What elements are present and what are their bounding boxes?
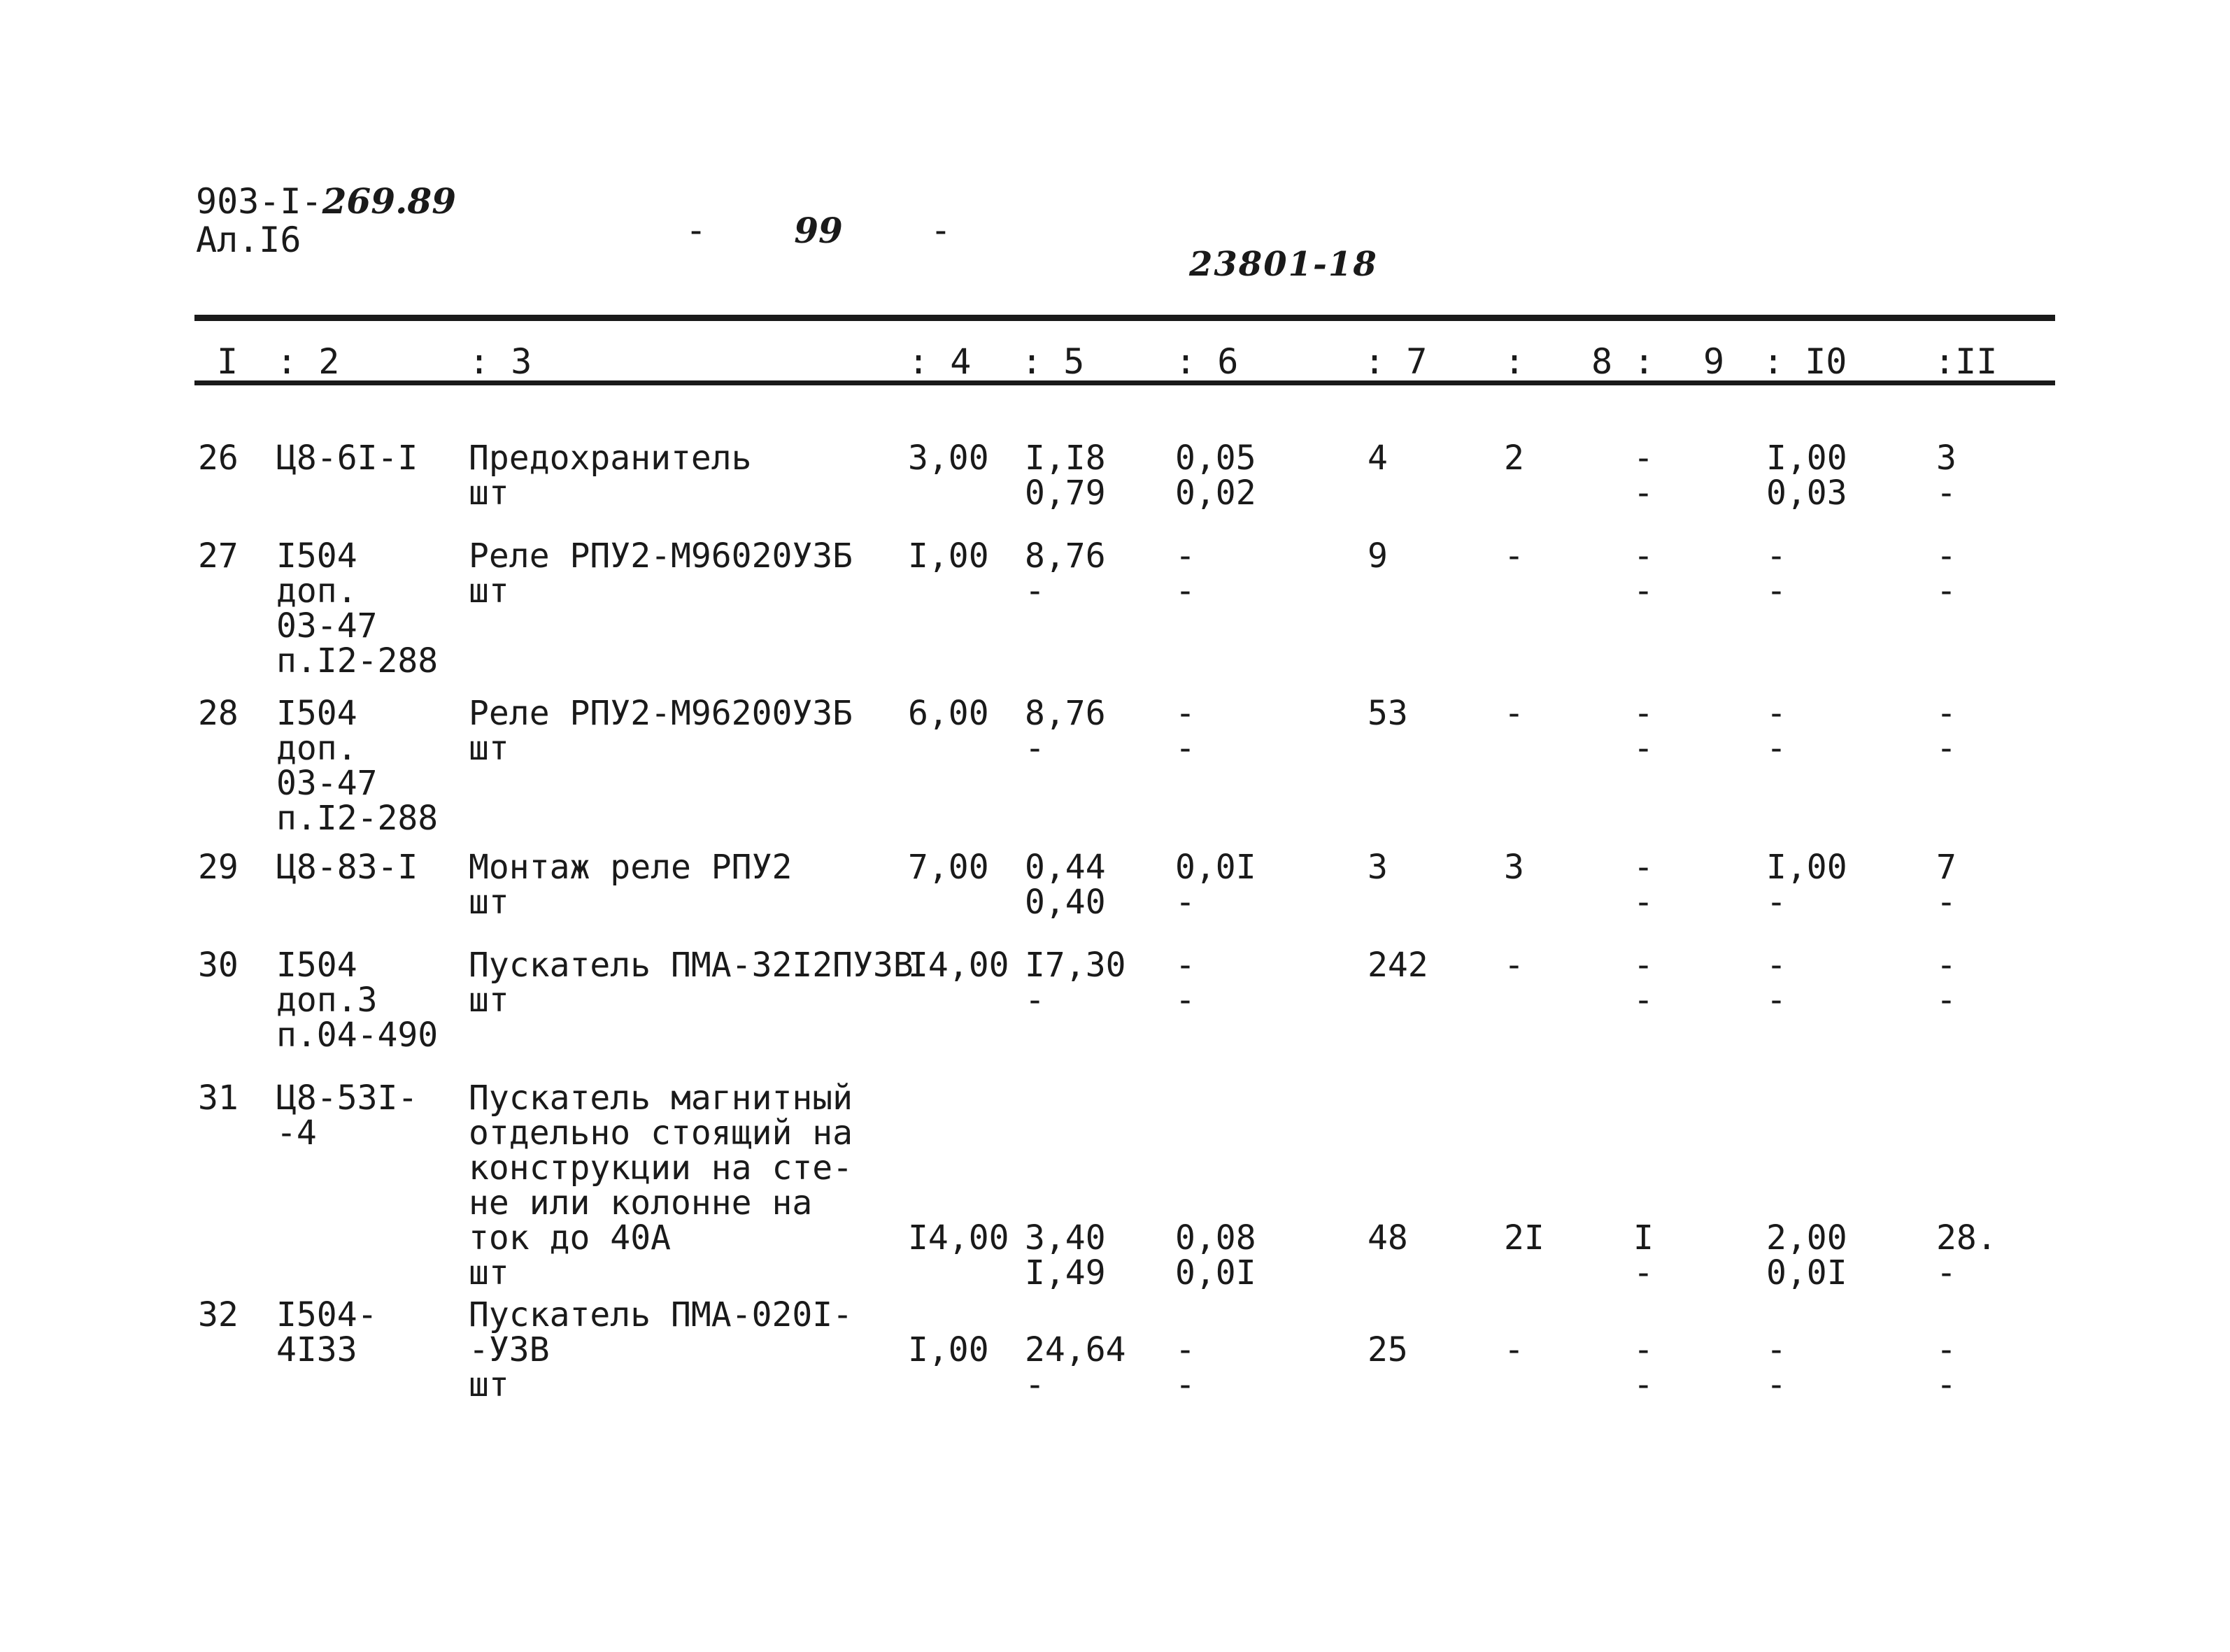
header-col-2: : 2: [276, 341, 340, 382]
cell-c8: -: [1504, 1330, 1524, 1369]
cell-c7: 48: [1368, 1218, 1408, 1258]
cell-c5: 8,76 -: [1025, 694, 1106, 768]
cell-c4: I,00: [908, 536, 989, 576]
cell-num: 32: [198, 1295, 239, 1334]
cell-c10: - -: [1766, 694, 1787, 768]
cell-code: Ц8-83-I: [276, 848, 418, 887]
cell-code: I504 доп. 03-47 п.I2-288: [276, 536, 439, 681]
cell-num: 28: [198, 694, 239, 733]
cell-c10: - -: [1766, 1330, 1787, 1404]
cell-c11: 7 -: [1936, 848, 1956, 922]
cell-c9: - -: [1633, 694, 1654, 768]
cell-code: Ц8-53I- -4: [276, 1078, 418, 1153]
cell-c5: 8,76 -: [1025, 536, 1106, 611]
cell-c10: 2,00 0,0I: [1766, 1218, 1847, 1293]
header-col-7: : 7: [1364, 341, 1428, 382]
cell-name: Пускатель магнитный отдельно стоящий на конструкции на сте- не или колонне на ток до 40А шт: [469, 1078, 853, 1293]
cell-c9: I -: [1633, 1218, 1654, 1293]
cell-c9: - -: [1633, 536, 1654, 611]
cell-c5: 0,44 0,40: [1025, 848, 1106, 922]
sheet-label: Ал.I6: [196, 220, 301, 260]
cell-c4: I4,00: [908, 946, 1009, 985]
cell-c8: -: [1504, 694, 1524, 733]
cell-c4: I,00: [908, 1330, 989, 1369]
cell-num: 26: [198, 439, 239, 478]
cell-name: Реле РПУ2-М96200У3Б шт: [469, 694, 853, 768]
cell-c5: 3,40 I,49: [1025, 1218, 1106, 1293]
cell-c11: - -: [1936, 536, 1956, 611]
doc-code-prefix: 903-I-: [196, 181, 322, 222]
cell-code: I504 доп. 03-47 п.I2-288: [276, 694, 439, 838]
page-number: 99: [794, 210, 843, 251]
cell-num: 31: [198, 1078, 239, 1118]
cell-name: Предохранитель шт: [469, 439, 752, 513]
cell-c11: 3 -: [1936, 439, 1956, 513]
cell-code: I504- 4I33: [276, 1295, 378, 1369]
page-dash-left: -: [686, 210, 707, 250]
cell-c7: 4: [1368, 439, 1388, 478]
cell-c6: - -: [1175, 536, 1195, 611]
page-dash-right: -: [930, 210, 951, 250]
cell-c10: - -: [1766, 536, 1787, 611]
cell-c8: -: [1504, 946, 1524, 985]
cell-c7: 9: [1368, 536, 1388, 576]
cell-code: I504 доп.3 п.04-490: [276, 946, 439, 1055]
cell-name: Реле РПУ2-М96020У3Б шт: [469, 536, 853, 611]
cell-c7: 242: [1368, 946, 1428, 985]
header-col-5: : 5: [1021, 341, 1085, 382]
cell-c11: 28. -: [1936, 1218, 1997, 1293]
cell-c6: - -: [1175, 1330, 1195, 1404]
cell-c10: I,00 -: [1766, 848, 1847, 922]
cell-name: Пускатель ПМА-32I2ПУ3В шт: [469, 946, 914, 1020]
cell-code: Ц8-6I-I: [276, 439, 418, 478]
header-col-3: : 3: [469, 341, 532, 382]
cell-c11: - -: [1936, 946, 1956, 1020]
cell-c11: - -: [1936, 1330, 1956, 1404]
header-col-1: I: [217, 341, 239, 382]
cell-c8: 3: [1504, 848, 1524, 887]
cell-c7: 3: [1368, 848, 1388, 887]
cell-name: Монтаж реле РПУ2 шт: [469, 848, 793, 922]
cell-c9: - -: [1633, 848, 1654, 922]
cell-c10: - -: [1766, 946, 1787, 1020]
cell-c7: 25: [1368, 1330, 1408, 1369]
reference-code: 23801-18: [1189, 245, 1378, 284]
table-top-rule: [194, 315, 2055, 321]
cell-c9: - -: [1633, 946, 1654, 1020]
cell-c9: - -: [1633, 439, 1654, 513]
cell-num: 27: [198, 536, 239, 576]
cell-num: 29: [198, 848, 239, 887]
cell-c6: 0,05 0,02: [1175, 439, 1256, 513]
cell-c8: -: [1504, 536, 1524, 576]
cell-c4: I4,00: [908, 1218, 1009, 1258]
doc-code-handwritten: 269.89: [322, 180, 456, 222]
cell-c5: 24,64 -: [1025, 1330, 1126, 1404]
cell-c4: 6,00: [908, 694, 989, 733]
header-separator: :: [1504, 341, 1526, 382]
cell-name: Пускатель ПМА-020I- -У3В шт: [469, 1295, 853, 1404]
header-col-4: : 4: [908, 341, 972, 382]
cell-c11: - -: [1936, 694, 1956, 768]
cell-c8: 2I: [1504, 1218, 1544, 1258]
page-number-block: [686, 210, 951, 251]
cell-num: 30: [198, 946, 239, 985]
cell-c5: I7,30 -: [1025, 946, 1126, 1020]
header-col-8: 8 :: [1591, 341, 1655, 382]
cell-c4: 3,00: [908, 439, 989, 478]
cell-c6: 0,08 0,0I: [1175, 1218, 1256, 1293]
header-col-10: : I0: [1763, 341, 1847, 382]
header-col-9: 9: [1703, 341, 1725, 382]
cell-c8: 2: [1504, 439, 1524, 478]
cell-c6: - -: [1175, 694, 1195, 768]
doc-code: [196, 180, 456, 222]
cell-c4: 7,00: [908, 848, 989, 887]
cell-c6: 0,0I -: [1175, 848, 1256, 922]
cell-c5: I,I8 0,79: [1025, 439, 1106, 513]
cell-c6: - -: [1175, 946, 1195, 1020]
header-col-6: : 6: [1175, 341, 1239, 382]
header-col-11: :II: [1934, 341, 1998, 382]
cell-c10: I,00 0,03: [1766, 439, 1847, 513]
cell-c7: 53: [1368, 694, 1408, 733]
cell-c9: - -: [1633, 1330, 1654, 1404]
